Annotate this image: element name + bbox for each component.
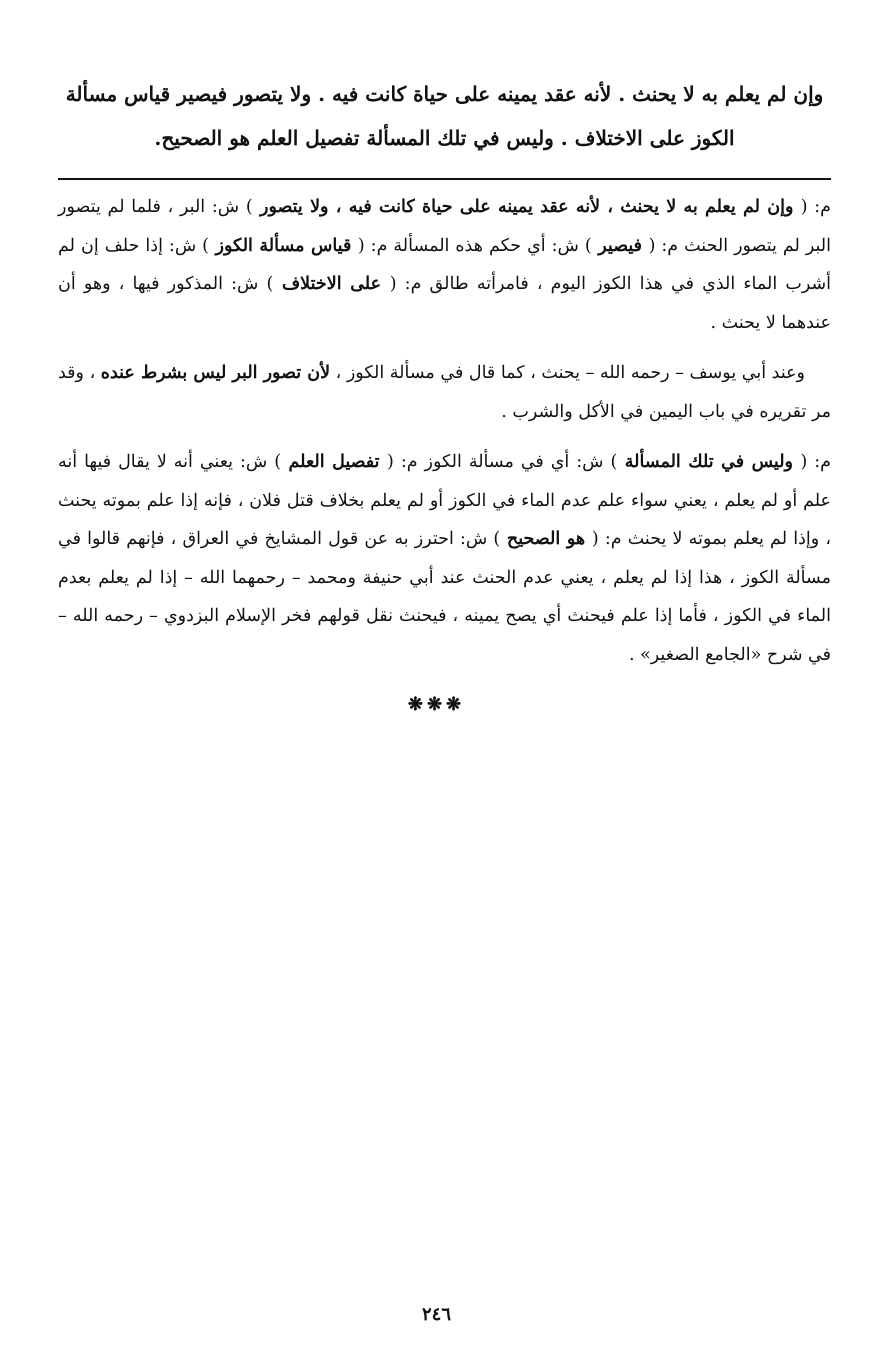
- emphasis-text: لأن تصور البر ليس بشرط عنده: [100, 363, 331, 383]
- commentary-text: ) ش: البر ، فلما لم يتصور البر لم يتصور الحنث م: (: [58, 197, 831, 256]
- section-end-ornament: ❋❋❋: [407, 694, 466, 715]
- commentary-paragraph-1: [58, 188, 831, 342]
- commentary-text: وعند أبي يوسف – رحمه الله – يحنث ، كما قال في مسألة الكوز ،: [330, 363, 805, 383]
- commentary-text: ، وقد مر تقريره في باب اليمين في الأكل والشرب .: [58, 363, 831, 422]
- main-text-line-2: الكوز على الاختلاف . وليس في تلك المسألة تفصيل العلم هو الصحيح.: [154, 126, 735, 150]
- main-text-line-1: وإن لم يعلم به لا يحنث . لأنه عقد يمينه على حياة كانت فيه . ولا يتصور فيصير قياس مسألة: [65, 82, 824, 106]
- commentary-text: ) ش: أي في مسألة الكوز م: (: [387, 452, 618, 472]
- commentary-text: ) ش: يعني أنه لا يقال فيها أنه علم أو لم يعلم ، يعني سواء علم عدم الماء في الكوز أو لم يعلم بخلاف قتل فلان ، فإنه إذا علم بموته يحنث ، وإذا لم يعلم بموته لا يحنث م: (: [58, 452, 831, 549]
- quoted-matn: على الاختلاف: [273, 274, 390, 294]
- quoted-matn: تفصيل العلم: [281, 452, 388, 472]
- quoted-matn: وليس في تلك المسألة: [617, 452, 801, 472]
- quoted-matn: قياس مسألة الكوز: [209, 235, 358, 256]
- commentary-text: ) ش: إذا حلف إن لم أشرب الماء الذي في هذا الكوز اليوم ، فامرأته طالق م: (: [58, 235, 831, 294]
- commentary-text: ) ش: المذكور فيها ، وهو أن عندهما لا يحنث .: [58, 274, 831, 333]
- quoted-matn: هو الصحيح: [500, 529, 592, 549]
- commentary: [58, 188, 831, 686]
- quoted-matn: فيصير: [591, 235, 649, 256]
- commentary-text: ) ش: أي حكم هذه المسألة م: (: [357, 235, 592, 256]
- page-number: ٢٤٦: [421, 1304, 451, 1325]
- commentary-text: م: (: [800, 197, 832, 217]
- commentary-paragraph-3: [58, 443, 831, 674]
- commentary-text: م: (: [800, 452, 832, 472]
- quoted-matn: وإن لم يعلم به لا يحنث ، لأنه عقد يمينه على حياة كانت فيه ، ولا يتصور: [252, 197, 801, 217]
- separator-rule: [58, 178, 831, 180]
- main-text: [58, 72, 831, 160]
- commentary-text: ) ش: احترز به عن قول المشايخ في العراق ، فإنهم قالوا في مسألة الكوز ، هذا إذا لم يعلم ، يعني عدم الحنث عند أبي حنيفة ومحمد – رحمهما الله – إذا لم يعلم بعدم الماء في الكوز ، فأما إذا علم فيحنث أي يصح يمينه ، فيحنث نقل قولهم فخر الإسلام البزدوي – رحمه الله – في شرح «الجامع الصغير» .: [58, 529, 831, 665]
- commentary-paragraph-2: [58, 354, 831, 431]
